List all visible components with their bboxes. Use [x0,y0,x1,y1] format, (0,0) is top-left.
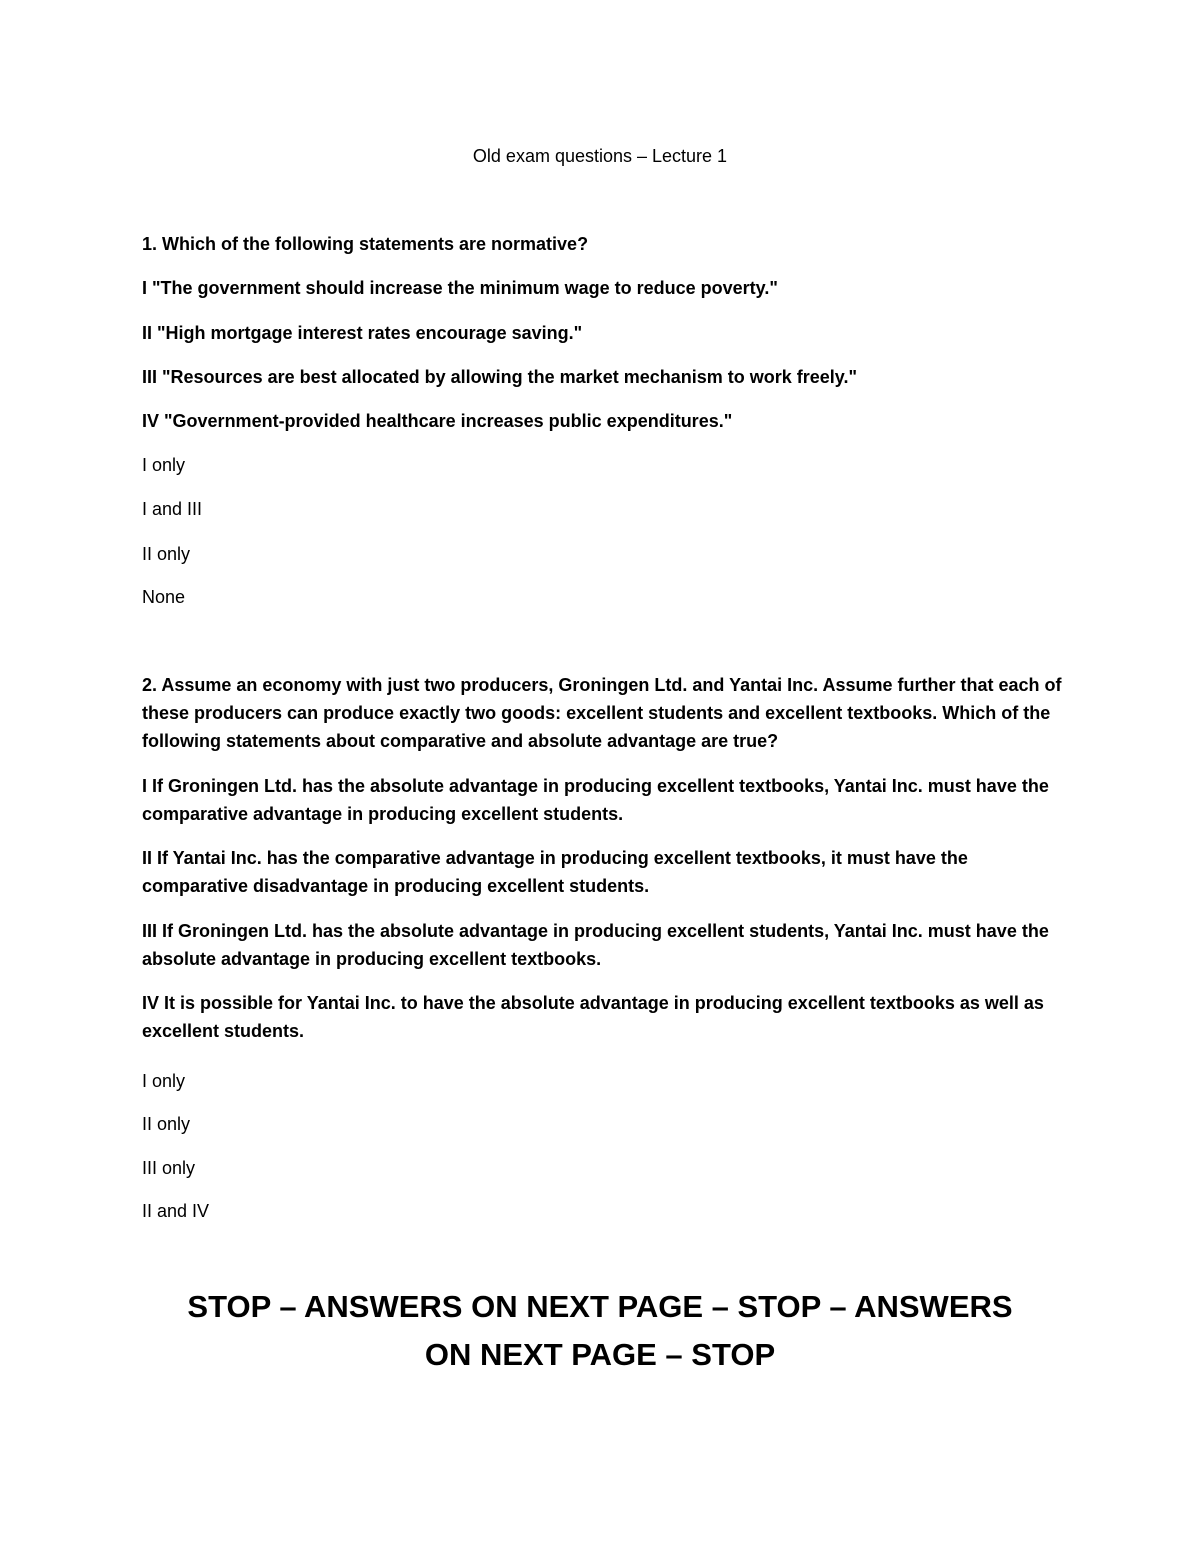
q1-option-1: I only [142,455,186,475]
q1-statement-4: IV "Government-provided healthcare increases public expenditures." [142,411,733,431]
q1-statement-1: I "The government should increase the minimum wage to reduce poverty." [142,278,778,298]
q1-statement-2: II "High mortgage interest rates encourage saving." [142,323,583,343]
q2-option-3: III only [142,1158,196,1178]
q2-statement-1: I If Groningen Ltd. has the absolute advantage in producing excellent textbooks, Yantai Inc. must have the comparative advantage in producing excellent students. [142,776,1049,824]
q2-option-2: II only [142,1114,191,1134]
question-1-text: 1. Which of the following statements are normative? [142,234,589,254]
stop-banner-text: STOP – ANSWERS ON NEXT PAGE – STOP – ANSWERS ON NEXT PAGE – STOP [187,1289,1013,1372]
q2-option-1: I only [142,1071,186,1091]
q1-statement-3: III "Resources are best allocated by allowing the market mechanism to work freely." [142,367,857,387]
q2-option-4: II and IV [142,1201,210,1221]
q1-option-4: None [142,587,186,607]
stop-banner [0,1283,1200,1379]
q1-option-2: I and III [142,499,203,519]
q2-statement-4: IV It is possible for Yantai Inc. to have the absolute advantage in producing excellent textbooks as well as excellent students. [142,993,1044,1041]
q2-statement-2: II If Yantai Inc. has the comparative advantage in producing excellent textbooks, it must have the comparative disadvantage in producing excellent students. [142,848,968,896]
q1-option-3: II only [142,544,191,564]
document-title: Old exam questions – Lecture 1 [472,146,728,166]
question-2-text: 2. Assume an economy with just two producers, Groningen Ltd. and Yantai Inc. Assume further that each of these producers can produce exactly two goods: excellent students and excellent textbooks. Which of the following statements about comparative and absolute advantage are true? [142,675,1062,751]
q2-statement-3: III If Groningen Ltd. has the absolute advantage in producing excellent students, Yantai Inc. must have the absolute advantage in producing excellent textbooks. [142,921,1049,969]
